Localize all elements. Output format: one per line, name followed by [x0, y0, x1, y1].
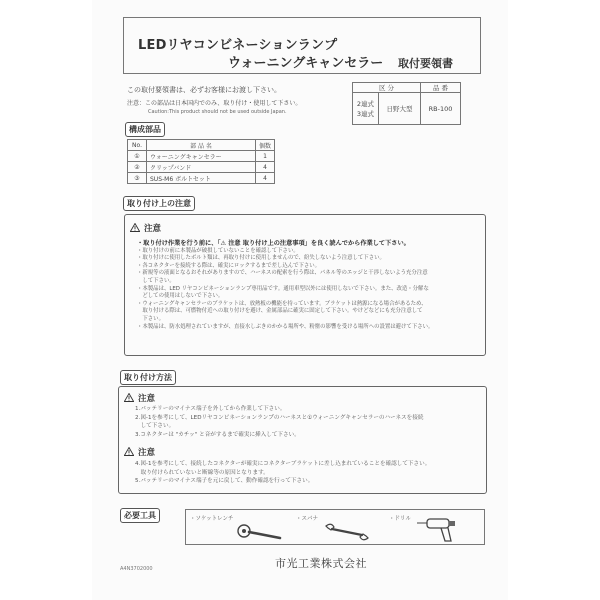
class-part-no: RB-100: [421, 93, 461, 125]
parts-row: [128, 151, 275, 162]
install-step-line: 5.バッテリーのマイナス端子を元に戻して、動作確認を行って下さい。: [135, 478, 314, 485]
parts-table: [127, 139, 275, 184]
install-step-line: 4.図-1を参考にして、接続したコネクターが確実にコネクターブラケットに差し込まれていることを確認して下さい。: [135, 461, 431, 467]
install-note-line: ・本製品は、防水処理されていますが、直接水しぶきのかかる場所や、粉塵の影響を受ける場所への設置は避けて下さい。: [137, 323, 434, 330]
parts-row-name: ウォーニングキャンセラー: [147, 151, 256, 162]
socket-wrench-icon: [236, 522, 282, 542]
tools-section-title: 必要工具: [120, 508, 160, 523]
install-note-line: ・取り付けに使用したボルト類は、再取り付けに使用しませんので、紛失しないよう注意して下さい。: [137, 255, 385, 262]
tool-label-drill: ・ドリル: [389, 516, 412, 522]
parts-row-qty: 4: [256, 162, 275, 173]
document-code: A4N3702000: [120, 566, 153, 572]
install-method-caution-heading-1: [124, 392, 155, 404]
intro-line-2: 注意：この部品は日本国内でのみ、取り付け・使用して下さい。: [127, 100, 302, 107]
install-notes-list: [137, 240, 481, 331]
intro-line-1: この取付要領書は、必ずお客様にお渡し下さい。: [127, 86, 281, 94]
install-note-line: ・各コネクターを接続する際は、確実にロックするまで差し込んで下さい。: [137, 262, 321, 269]
title-suffix: 取付要領書: [398, 57, 453, 70]
parts-header-no: No.: [128, 140, 147, 151]
classification-table: [352, 82, 461, 125]
install-step-line: して下さい。: [135, 423, 175, 430]
class-type-cell: [353, 93, 379, 125]
install-step-line: 3.コネクターは "カチッ" と音がするまで確実に挿入して下さい。: [135, 431, 300, 438]
parts-row-no: ②: [128, 162, 147, 173]
parts-row: [128, 162, 275, 173]
install-method-steps-1: [135, 405, 480, 439]
install-method-caution-label-1: 注意: [138, 394, 156, 404]
install-note-line: して下さい。: [137, 277, 175, 284]
class-type-b: 3連式: [356, 109, 375, 118]
title-line-1: LEDリヤコンビネーションランプ: [138, 38, 338, 53]
class-header-part-no: 品 番: [421, 83, 461, 93]
tool-label-socket-wrench: ・ソケットレンチ: [190, 516, 234, 522]
parts-row-no: ①: [128, 151, 147, 162]
intro-line-3: Caution:This product should not be used outside Japan.: [148, 109, 287, 115]
parts-header-name: 部 品 名: [147, 140, 256, 151]
parts-row-qty: 1: [256, 151, 275, 162]
install-method-caution-heading-2: [124, 446, 155, 458]
install-step-line: 1.バッテリーのマイナス端子を外してから作業して下さい。: [135, 406, 286, 412]
spanner-icon: [322, 522, 372, 542]
parts-row-qty: 4: [256, 173, 275, 184]
install-notes-caution-heading: [130, 222, 161, 234]
class-header-category: 区 分: [353, 83, 421, 93]
warning-icon: [124, 447, 134, 456]
install-note-line: ・ウォーニングキャンセラーのブラケットは、放熱板の機能を持っています。ブラケットは熱源になる場合があるため、: [137, 300, 427, 307]
class-type-a: 2連式: [356, 99, 375, 108]
install-note-line: ・取り付けの前に本製品が破損していないことを確認して下さい。: [137, 247, 299, 254]
class-vehicle: 日野大型: [379, 93, 421, 125]
install-note-line: ・新規等の液面となるおそれがありますので、ハーネスの配索を行う際は、パネル等のエッジと干渉しないよう充分注意: [137, 270, 428, 277]
drill-icon: [415, 515, 459, 543]
install-note-line: どしての使用はしないで下さい。: [137, 293, 224, 300]
tool-label-spanner: ・スパナ: [296, 516, 319, 522]
install-notes-caution-label: 注意: [144, 224, 162, 234]
parts-row-no: ③: [128, 173, 147, 184]
install-method-caution-label-2: 注意: [138, 448, 156, 458]
install-note-line: 下さい。: [137, 315, 164, 322]
install-note-line: 取り付ける際は、可燃物付近への取り付けを避け、金属部品に確実に固定して下さい。やけどなどにも充分注意して: [137, 308, 423, 315]
parts-row: [128, 173, 275, 184]
install-notes-section-title: 取り付け上の注意: [123, 196, 195, 211]
parts-header-qty: 個数: [256, 140, 275, 151]
install-note-line: ・本製品は、LED リヤコンビネーションランプ専用品です。通用車型以外には使用しないで下さい。また、改造・分解な: [137, 285, 429, 292]
install-step-line: 取り付けられていないと断線等の原因となります。: [135, 469, 269, 476]
warning-icon: [124, 393, 134, 402]
install-method-section-title: 取り付け方法: [120, 370, 176, 385]
parts-section-title: 構成部品: [125, 122, 165, 137]
warning-icon: [130, 223, 140, 232]
install-method-steps-2: [135, 460, 480, 486]
install-note-line: ・取り付け作業を行う前に、「⚠ 注意 取り付け上の注意事項」を良く読んでから作業して下さい。: [137, 240, 410, 247]
company-name: 市光工業株式会社: [275, 557, 367, 570]
title-line-2: ウォーニングキャンセラー: [228, 56, 384, 71]
parts-row-name: SUS-M6 ボルトセット: [147, 173, 256, 184]
install-step-line: 2.図-1を参考にして、LEDリヤコンビネーションランプのハーネスと①ウォーニングキャンセラーのハーネスを接続: [135, 414, 424, 421]
parts-row-name: クリップバンド: [147, 162, 256, 173]
